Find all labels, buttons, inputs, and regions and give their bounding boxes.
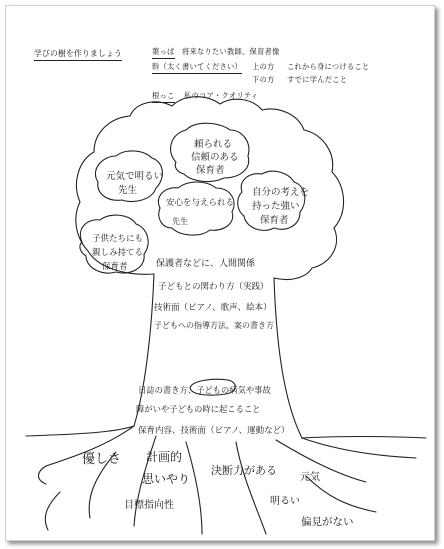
leaves-label: 葉っぱ (152, 47, 175, 59)
lower-description: すでに学んだこと (287, 75, 348, 84)
trunk-upper-line-2: 子どもとの関わり方（実践） (158, 282, 269, 292)
upper-label: 上の方 (252, 62, 275, 71)
trunk-upper-line-4: 子どもへの指導方法、案の書き方 (154, 321, 274, 330)
tree-drawing (6, 6, 434, 540)
root-word-5: 元気 (300, 472, 320, 483)
root-5 (276, 440, 366, 482)
root-word-8: 偏見がない (301, 516, 354, 528)
root-6 (302, 438, 416, 458)
worksheet: 学びの樹を作りましょう 葉っぱ 将来なりたい教師、保育者像 幹（太く書いてください） 上の方 これから身につけること 下の方 すでに学んだこと 根っこ 私のコア・クオリティ 頼られる 信頼のある 保育者 元気で明るい 先生 安心を与えられる 先生 自分の考えを 持った強い 保育者 子供たちにも 親しみ持てる 保育者 保護者などに、人間関係 子どもとの関わり方（実践） 技術面（ピアノ、歌声、絵本） 子どもへの指導方法、案の書き方 日誌の書き方、子どもの病気や事故 障がいや子どもの時に起こること 保育内容、技術面（ピアノ、運動など） 優しさ 計画的 決断力がある 思いやり 元気 目標指向性 明るい 偏見がない (5, 5, 435, 541)
leaf-bubble-3 (158, 182, 234, 235)
root-word-4: 思いやり (142, 472, 191, 486)
trunk-lower-line-2: 障がいや子どもの時に起こること (136, 404, 261, 414)
trunk-upper-line-1: 保護者などに、人間関係 (156, 259, 256, 269)
trunk-right-edge (274, 278, 302, 438)
root-9 (45, 492, 60, 530)
trunk-upper-line-3: 技術面（ピアノ、歌声、絵本） (154, 303, 272, 313)
root-word-7: 明るい (270, 496, 300, 507)
trunk-lower-line-3: 保育内容、技術面（ピアノ、運動など） (138, 426, 290, 436)
trunk-lower-line-1: 日誌の書き方、子どもの病気や事故 (138, 385, 271, 395)
roots-label: 根っこ (152, 91, 175, 103)
upper-description: これから身につけること (287, 62, 370, 71)
worksheet-title: 学びの樹を作りましょう (34, 48, 122, 61)
trunk-label: 幹（太く書いてください） (152, 62, 242, 74)
lower-label: 下の方 (252, 75, 275, 84)
leaves-description: 将来なりたい教師、保育者像 (182, 47, 280, 56)
roots-description: 私のコア・クオリティ (184, 91, 259, 100)
root-word-1: 優しさ (82, 452, 122, 467)
root-word-3: 決断力がある (211, 464, 277, 477)
root-word-2: 計画的 (146, 450, 183, 464)
root-3 (186, 442, 202, 534)
root-4 (236, 442, 266, 534)
root-word-6: 目標指向性 (124, 500, 174, 511)
